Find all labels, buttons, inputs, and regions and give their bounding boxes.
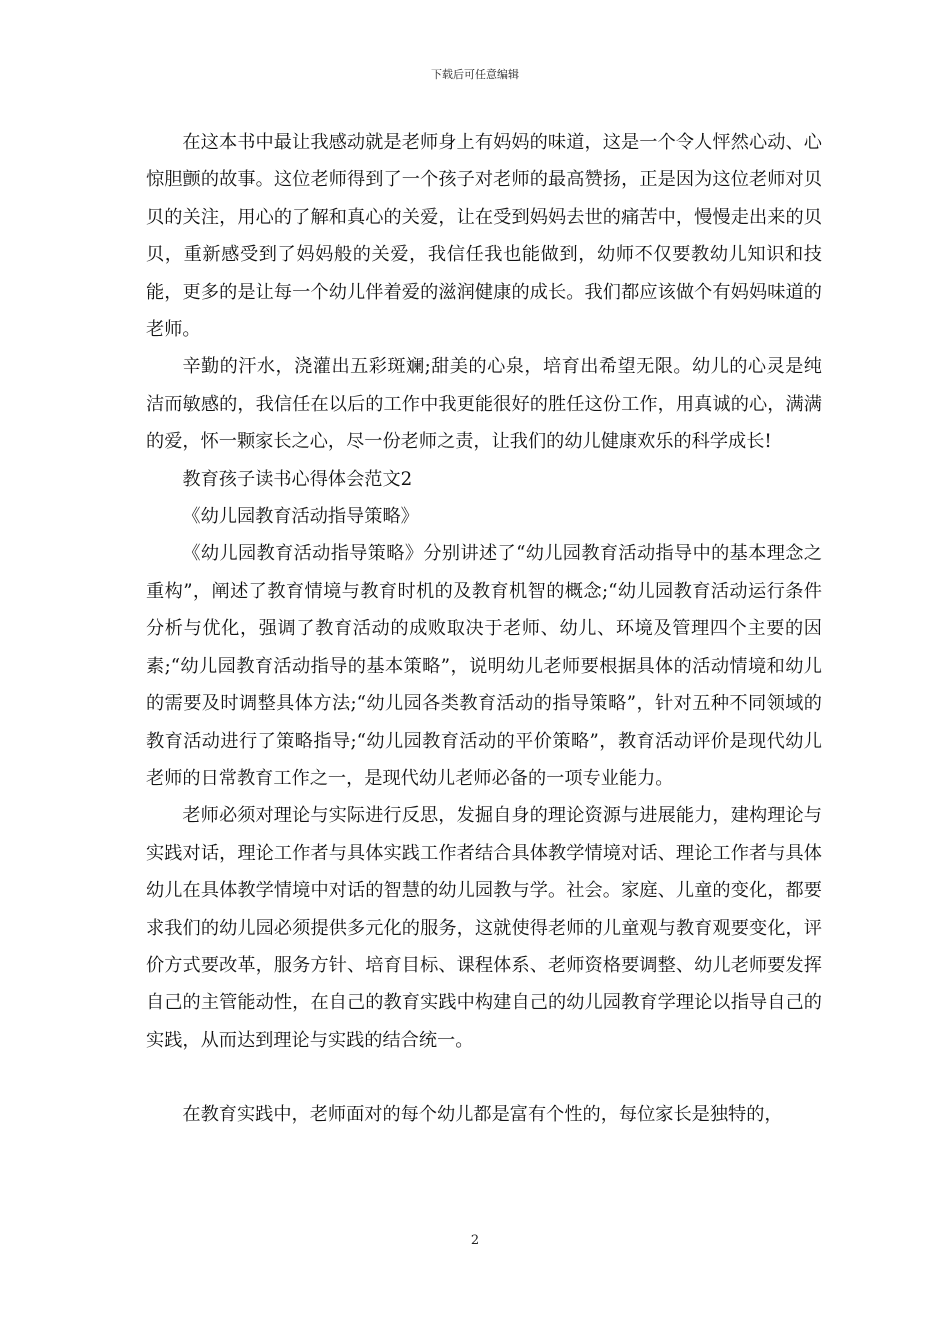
paragraph: 《幼儿园教育活动指导策略》分别讲述了“幼儿园教育活动指导中的基本理念之重构”，阐述了教育情境与教育时机的及教育机智的概念;“幼儿园教育活动运行条件分析与优化，强调了教育活动的成败取决于老师、幼儿、环境及管理四个主要的因素;“幼儿园教育活动指导的基本策略”，说明幼儿老师要根据具体的活动情境和幼儿的需要及时调整具体方法;“幼儿园各类教育活动的指导策略”，针对五种不同领域的教育活动进行了策略指导;“幼儿园教育活动的平价策略”，教育活动评价是现代幼儿老师的日常教育工作之一，是现代幼儿老师必备的一项专业能力。 bbox=[146, 543, 822, 789]
section-heading: 教育孩子读书心得体会范文2 bbox=[182, 468, 413, 490]
book-title: 《幼儿园教育活动指导策略》 bbox=[182, 506, 419, 528]
paragraph: 在教育实践中，老师面对的每个幼儿都是富有个性的，每位家长是独特的， bbox=[182, 1104, 783, 1126]
page-number: 2 bbox=[470, 1233, 480, 1248]
paragraph: 在这本书中最让我感动就是老师身上有妈妈的味道，这是一个令人怦然心动、心惊胆颤的故事。这位老师得到了一个孩子对老师的最高赞扬，正是因为这位老师对贝贝的关注，用心的了解和真心的关爱，让在受到妈妈去世的痛苦中，慢慢走出来的贝贝，重新感受到了妈妈般的关爱，我信任我也能做到，幼师不仅要教幼儿知识和技能，更多的是让每一个幼儿伴着爱的滋润健康的成长。我们都应该做个有妈妈味道的老师。 bbox=[146, 132, 822, 341]
paragraph: 辛勤的汗水，浇灌出五彩斑斓;甜美的心泉，培育出希望无限。幼儿的心灵是纯洁而敏感的，我信任在以后的工作中我更能很好的胜任这份工作，用真诚的心，满满的爱，怀一颗家长之心，尽一份老师之责，让我们的幼儿健康欢乐的科学成长! bbox=[146, 356, 822, 453]
document-body bbox=[146, 124, 822, 1134]
paragraph: 老师必须对理论与实际进行反思，发掘自身的理论资源与进展能力，建构理论与实践对话，理论工作者与具体实践工作者结合具体教学情境对话、理论工作者与具体幼儿在具体教学情境中对话的智慧的幼儿园教与学。社会。家庭、儿童的变化，都要求我们的幼儿园必须提供多元化的服务，这就使得老师的儿童观与教育观要变化，评价方式要改革，服务方针、培育目标、课程体系、老师资格要调整、幼儿老师要发挥自己的主管能动性，在自己的教育实践中构建自己的幼儿园教育学理论以指导自己的实践，从而达到理论与实践的结合统一。 bbox=[146, 805, 822, 1051]
page-header: 下载后可任意编辑 bbox=[431, 68, 519, 81]
